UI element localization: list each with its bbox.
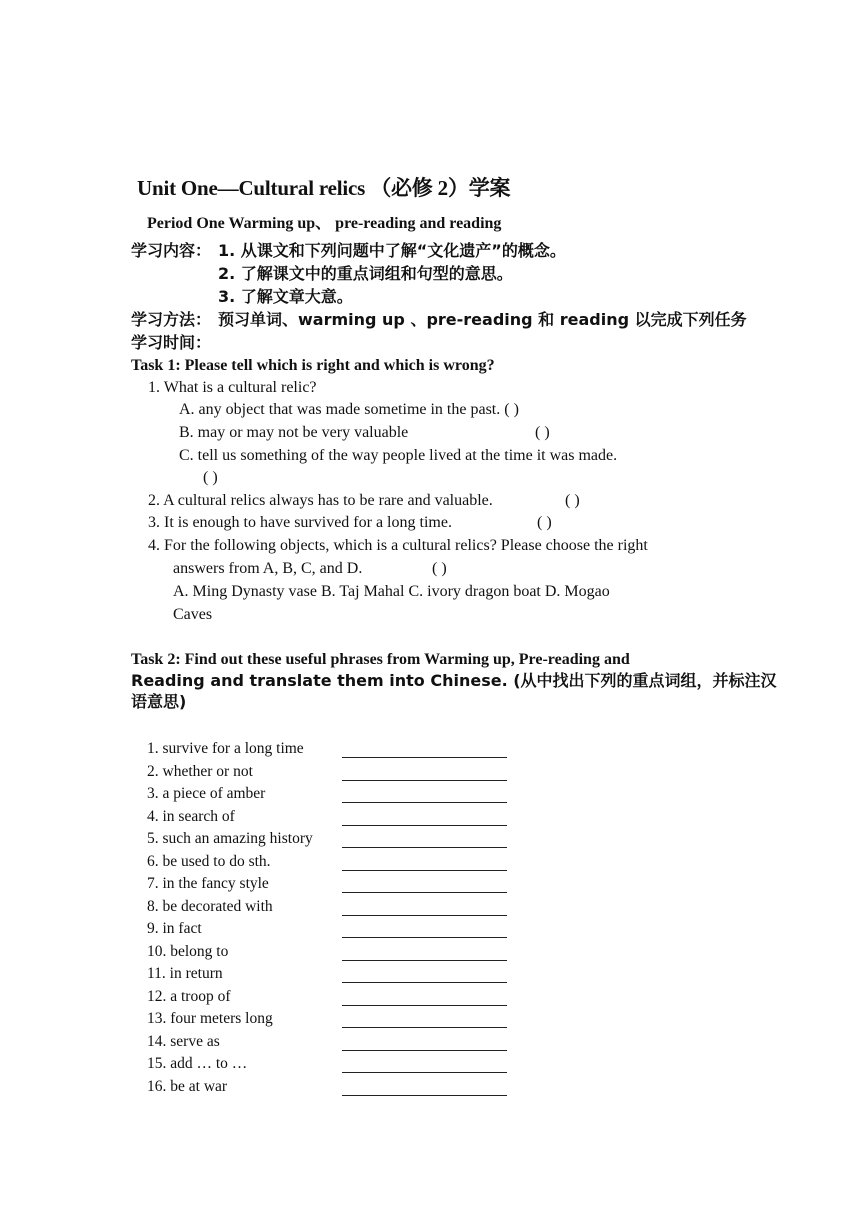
phrase-item: 9. in fact xyxy=(147,920,202,937)
task1-option-b: B. may or may not be very valuable xyxy=(179,424,409,441)
phrase-item: 6. be used to do sth. xyxy=(147,852,271,870)
task2-heading-line2: Reading and translate them into Chinese. (从中找出下列的重点词组，并标注汉 xyxy=(131,671,777,690)
answer-blank[interactable] xyxy=(342,1094,507,1096)
task1-heading: Task 1: Please tell which is right and which is wrong? xyxy=(131,357,495,374)
phrase-item: 1. survive for a long time xyxy=(147,740,304,757)
task1-question-4-options: A. Ming Dynasty vase B. Taj Mahal C. ivory dragon boat D. Mogao xyxy=(173,583,610,600)
task1-option-a: A. any object that was made sometime in the past. ( ) xyxy=(179,401,519,418)
task2-heading-line1: Task 2: Find out these useful phrases from Warming up, Pre-reading and xyxy=(131,651,630,668)
task1-question-4: 4. For the following objects, which is a cultural relics? Please choose the right xyxy=(148,537,648,554)
period-subtitle: Period One Warming up、 pre-reading and reading xyxy=(147,215,502,232)
answer-blank[interactable] xyxy=(342,756,507,758)
phrase-item: 16. be at war xyxy=(147,1077,228,1095)
method-label: 学习方法： xyxy=(131,310,212,329)
phrase-item: 2. whether or not xyxy=(147,762,253,780)
task1-question-4-answer: ( ) xyxy=(432,560,447,577)
phrase-item: 10. belong to xyxy=(147,942,229,960)
answer-blank[interactable] xyxy=(342,891,507,893)
content-item-3: 3. 了解文章大意。 xyxy=(218,287,353,306)
content-item-2: 2. 了解课文中的重点词组和句型的意思。 xyxy=(218,264,513,283)
phrase-item: 8. be decorated with xyxy=(147,897,273,915)
task1-question-2: 2. A cultural relics always has to be rare and valuable. xyxy=(148,492,493,509)
phrase-item: 15. add … to … xyxy=(147,1055,248,1072)
answer-blank[interactable] xyxy=(342,981,507,983)
task1-question-4-line2: answers from A, B, C, and D. xyxy=(173,560,363,577)
content-label: 学习内容： xyxy=(131,241,212,260)
answer-blank[interactable] xyxy=(342,1049,507,1051)
phrase-item: 3. a piece of amber xyxy=(147,785,266,802)
answer-blank[interactable] xyxy=(342,914,507,916)
task1-question-3-answer: ( ) xyxy=(537,514,552,531)
answer-blank[interactable] xyxy=(342,824,507,826)
task1-question-1: 1. What is a cultural relic? xyxy=(148,379,317,396)
task1-option-c: C. tell us something of the way people lived at the time it was made. xyxy=(179,447,618,464)
answer-blank[interactable] xyxy=(342,959,507,961)
answer-blank[interactable] xyxy=(342,936,507,938)
answer-blank[interactable] xyxy=(342,846,507,848)
phrase-item: 4. in search of xyxy=(147,807,235,825)
answer-blank[interactable] xyxy=(342,801,507,803)
answer-blank[interactable] xyxy=(342,1071,507,1073)
task1-question-3: 3. It is enough to have survived for a long time. xyxy=(148,514,452,531)
method-text: 预习单词、warming up 、pre-reading 和 reading 以完成下列任务 xyxy=(218,310,747,329)
task1-option-c-answer: ( ) xyxy=(203,469,218,486)
task1-option-b-answer: ( ) xyxy=(535,424,550,441)
answer-blank[interactable] xyxy=(342,1026,507,1028)
task1-question-2-answer: ( ) xyxy=(565,492,580,509)
phrase-item: 5. such an amazing history xyxy=(147,830,313,847)
phrase-item: 14. serve as xyxy=(147,1032,220,1050)
phrase-item: 12. a troop of xyxy=(147,987,231,1005)
task1-question-4-options-cont: Caves xyxy=(173,606,213,623)
phrase-item: 7. in the fancy style xyxy=(147,875,269,892)
answer-blank[interactable] xyxy=(342,869,507,871)
content-item-1: 1. 从课文和下列问题中了解“文化遗产”的概念。 xyxy=(218,241,566,260)
phrase-item: 11. in return xyxy=(147,965,223,982)
answer-blank[interactable] xyxy=(342,779,507,781)
answer-blank[interactable] xyxy=(342,1004,507,1006)
task2-heading-line3: 语意思) xyxy=(131,692,187,711)
time-label: 学习时间： xyxy=(131,333,212,352)
phrase-item: 13. four meters long xyxy=(147,1010,273,1027)
document-title: Unit One—Cultural relics （必修 2）学案 xyxy=(137,176,511,200)
